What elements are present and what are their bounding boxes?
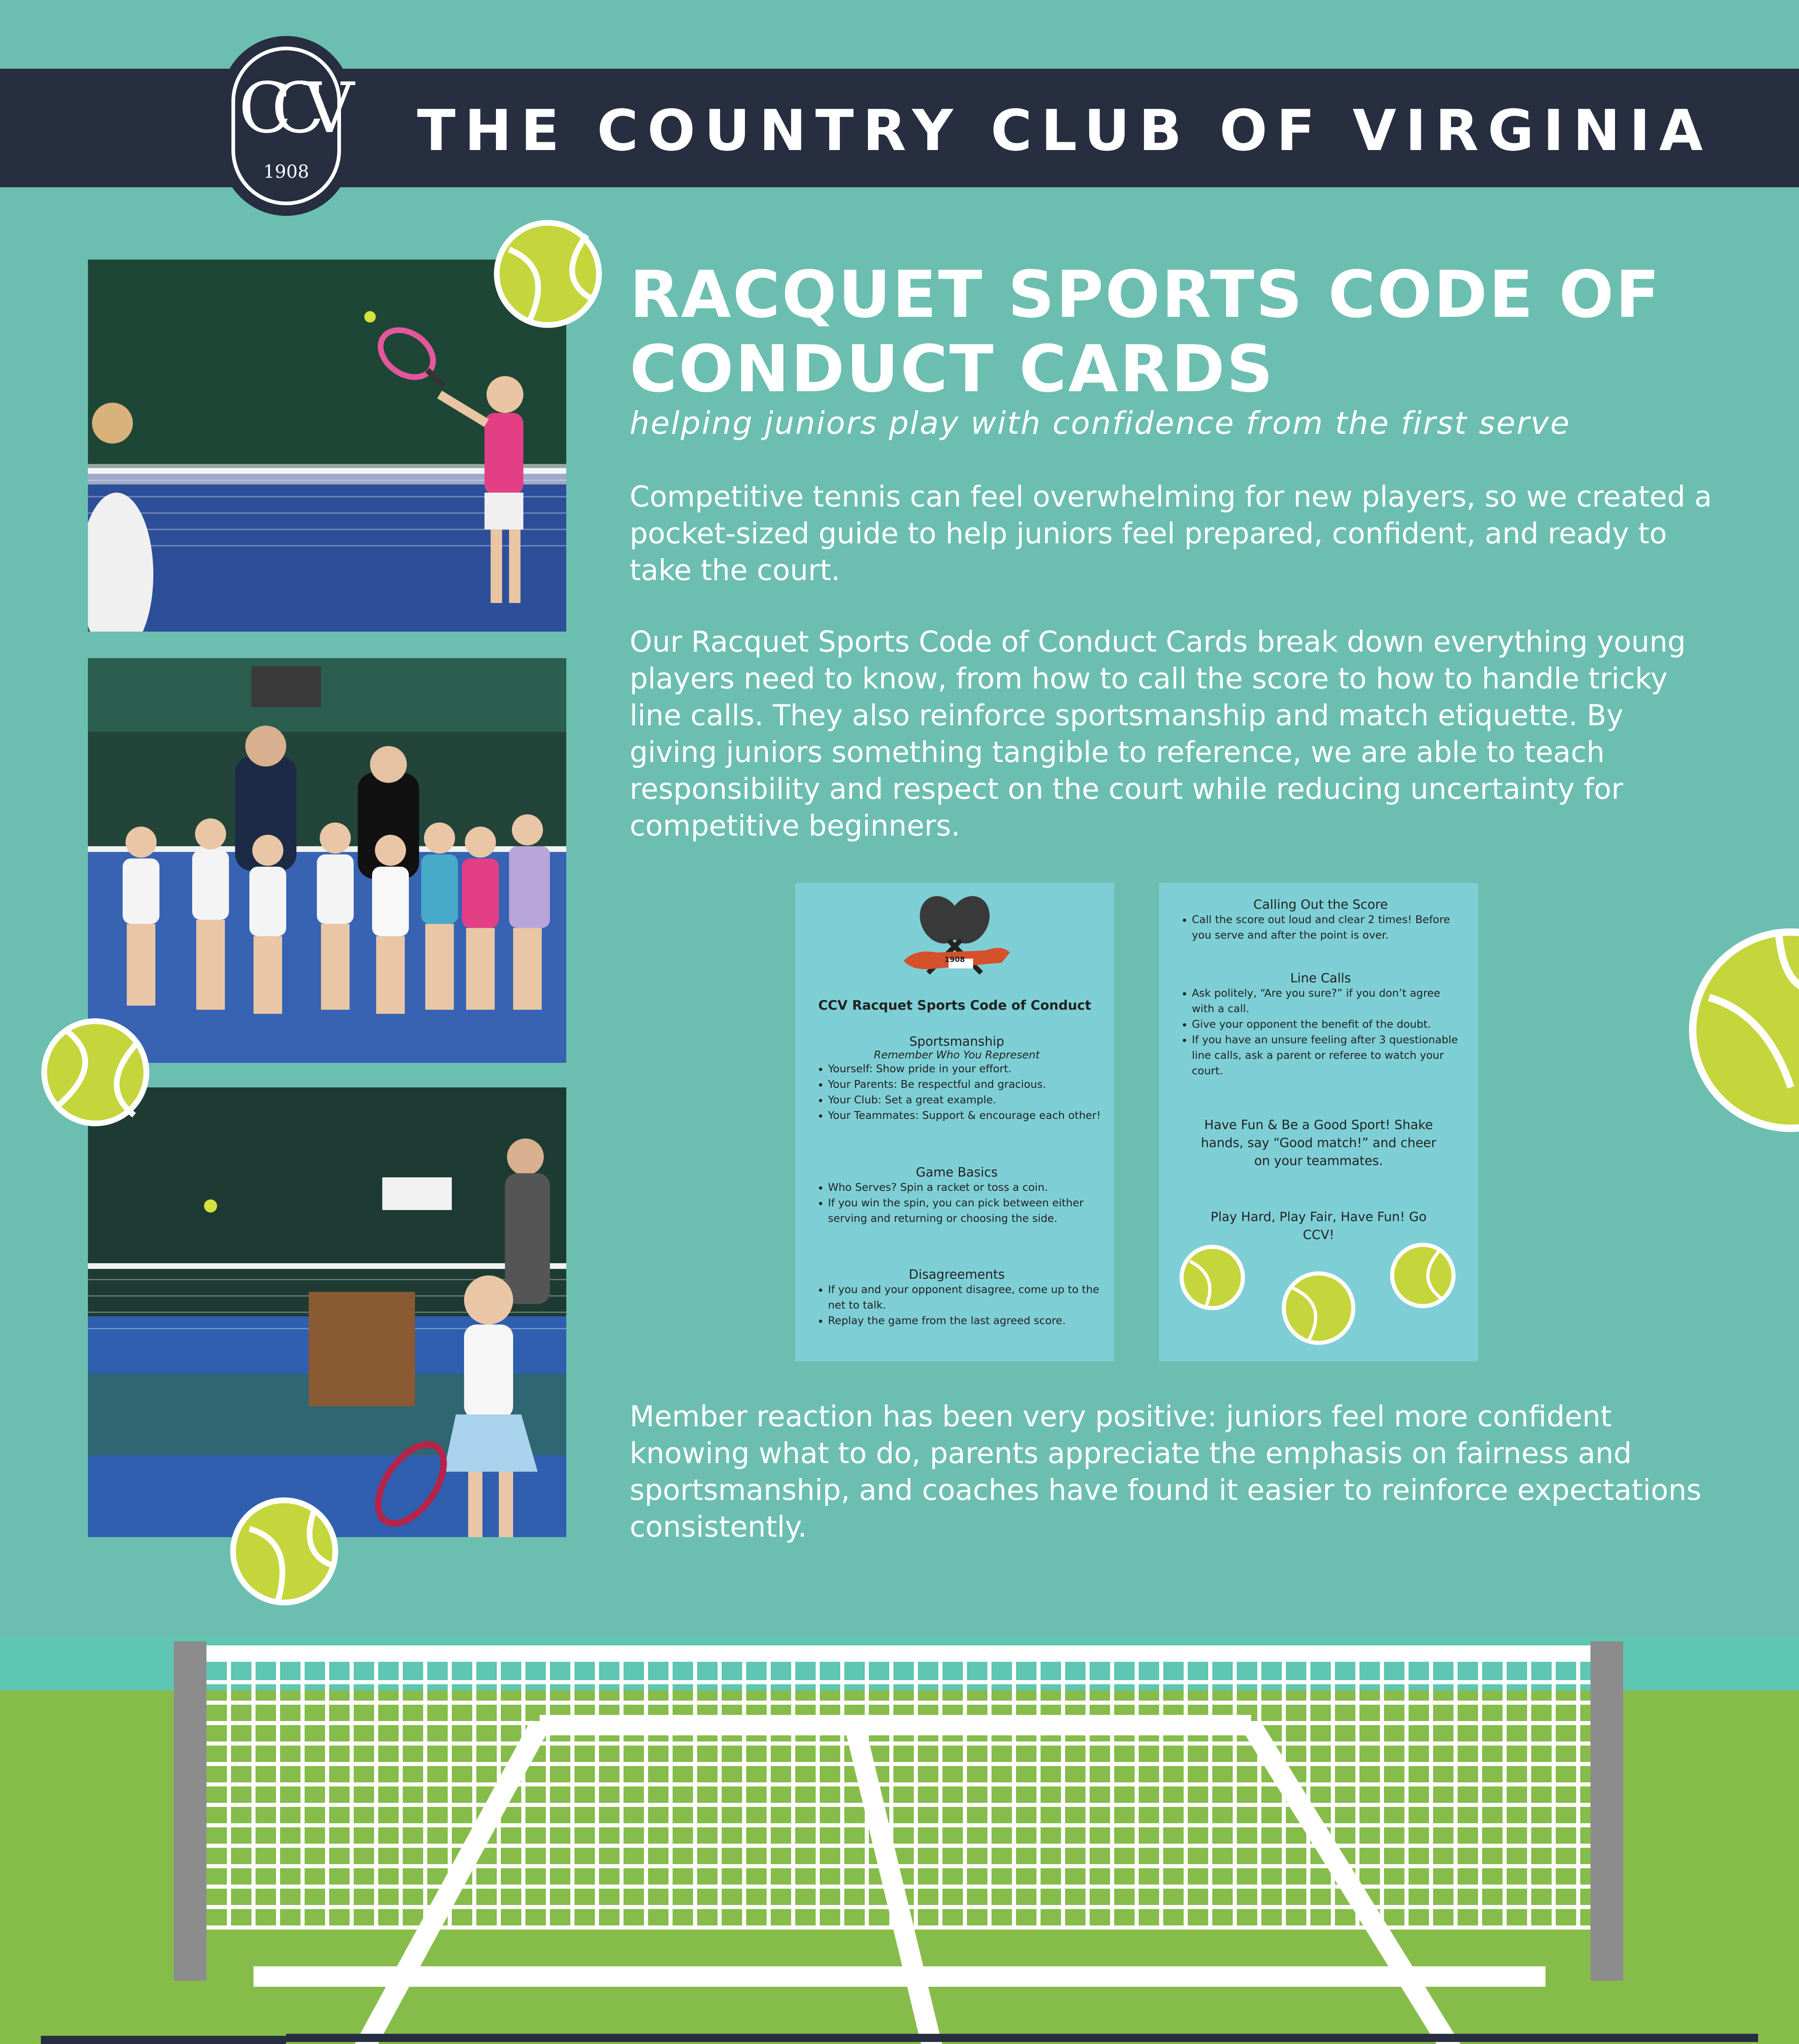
list-item: • Give your opponent the benefit of the doubt. <box>1192 1017 1466 1032</box>
article-paragraph-1: Competitive tennis can feel overwhelming for new players, so we created a pocket-sized guide to help juniors feel prepared, confident, and ready to take the court. <box>630 480 1712 587</box>
have-fun-text: Have Fun & Be a Good Sport! Shake hands, say “Good match!” and cheer on your teammates. <box>1201 1118 1436 1168</box>
club-logo-monogram: CCV <box>238 68 334 149</box>
list-item: • Who Serves? Spin a racket or toss a coin. <box>828 1180 1102 1195</box>
photo-girl-with-racket <box>88 1087 566 1537</box>
section-badge <box>41 2036 286 2044</box>
list-item: • If you and your opponent disagree, come up to the net to talk. <box>828 1282 1102 1313</box>
club-logo-year: 1908 <box>263 161 309 182</box>
tennis-ball-icon <box>40 1017 150 1127</box>
line-calls-section <box>1175 971 1466 1079</box>
sportsmanship-heading: Sportsmanship <box>909 1034 1005 1049</box>
list-item: • Ask politely, “Are you sure?” if you don’t agree with a call. <box>1192 986 1466 1017</box>
list-item: • Your Club: Set a great example. <box>828 1092 1102 1108</box>
game-basics-heading: Game Basics <box>915 1165 998 1180</box>
list-item: • If you have an unsure feeling after 3 questionable line calls, ask a parent or referee to watch your court. <box>1192 1032 1466 1079</box>
article-title: RACQUET SPORTS CODE OF CONDUCT CARDS <box>630 257 1661 407</box>
tennis-ball-icon <box>1685 924 1799 1136</box>
game-basics-section <box>812 1165 1102 1226</box>
article-subtitle: helping juniors play with confidence from the first serve <box>630 405 1571 441</box>
code-of-conduct-card-back <box>1159 883 1478 1361</box>
bottom-rule <box>286 2034 1758 2042</box>
card-logo-year: 1908 <box>944 955 965 964</box>
photo-group-juniors <box>88 658 566 1063</box>
crossed-rackets-fox-icon <box>891 891 1018 985</box>
list-item: • Your Teammates: Support & encourage each other! <box>828 1108 1102 1123</box>
code-of-conduct-card-front <box>795 883 1114 1361</box>
calling-score-section <box>1175 897 1466 943</box>
calling-score-heading: Calling Out the Score <box>1253 897 1388 912</box>
disagreements-section <box>812 1267 1102 1329</box>
article-paragraph-3: Member reaction has been very positive: juniors feel more confident knowing what to do, parents appreciate the emphasis on fairness and sportsmanship, and coaches have found it easier to reinforce expectations consistently. <box>630 1400 1702 1544</box>
tennis-ball-icon <box>493 219 603 329</box>
tennis-balls-icon <box>1178 1243 1460 1349</box>
list-item: • Yourself: Show pride in your effort. <box>828 1061 1102 1077</box>
list-item: • If you win the spin, you can pick between either serving and returning or choosing the side. <box>828 1195 1102 1226</box>
club-name: THE COUNTRY CLUB OF VIRGINIA <box>417 98 1712 164</box>
list-item: • Replay the game from the last agreed score. <box>828 1313 1102 1329</box>
article-paragraph-2: Our Racquet Sports Code of Conduct Cards break down everything young players need to know, from how to call the score to how to handle tricky line calls. They also reinforce sportsmanship and match etiquette. By giving juniors something tangible to reference, we are able to teach responsibility and respect on the court while reducing uncertainty for competitive beginners. <box>630 625 1686 843</box>
sportsmanship-subheading: Remember Who You Represent <box>874 1049 1040 1061</box>
line-calls-heading: Line Calls <box>1290 971 1351 986</box>
card-title: CCV Racquet Sports Code of Conduct <box>818 997 1091 1013</box>
tennis-ball-icon <box>229 1496 339 1607</box>
sportsmanship-section <box>812 1034 1102 1123</box>
closing-text: Play Hard, Play Fair, Have Fun! Go CCV! <box>1210 1210 1427 1242</box>
list-item: • Call the score out loud and clear 2 times! Before you serve and after the point is over. <box>1192 912 1466 943</box>
list-item: • Your Parents: Be respectful and gracious. <box>828 1077 1102 1092</box>
tennis-court-illustration <box>0 1637 1799 2044</box>
disagreements-heading: Disagreements <box>908 1267 1005 1282</box>
